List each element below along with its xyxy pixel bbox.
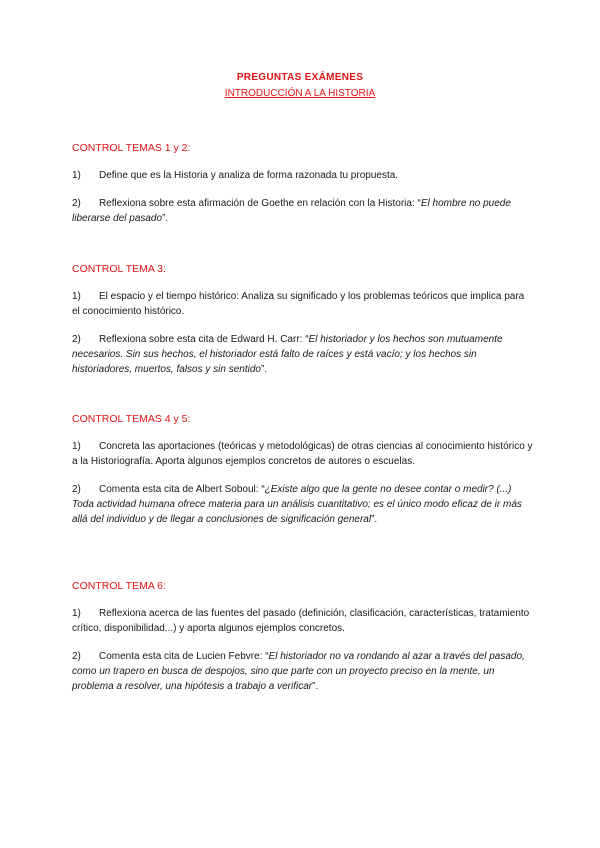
question-item [72,439,534,469]
question-number: 2) [72,484,81,495]
section-heading: CONTROL TEMA 6: [72,580,166,592]
section-control-temas-4-5 [72,413,534,540]
question-number: 1) [72,608,81,619]
section-control-tema-6 [72,580,534,707]
question-quote: ¿Existe algo que la gente no desee contar o medir? (...) Toda actividad humana ofrece materia para un análisis cuantitativo; es el único modo eficaz de ir más allá del individuo y de llegar a conclusiones de significación general [72,484,522,525]
document-subtitle: INTRODUCCIÓN A LA HISTORIA [224,88,376,99]
question-item [72,482,534,527]
question-number: 1) [72,291,81,302]
question-quote-end: ”. [371,514,378,525]
question-item [72,606,534,636]
question-number: 1) [72,170,81,181]
question-quote: El historiador no va rondando al azar a través del pasado, como un trapero en busca de despojos, sino que parte con un proyecto preciso en la mente, un problema a resolver, una hipótesis a trabajo a verificar [72,651,525,692]
question-quote: El hombre no puede liberarse del pasado [72,198,511,224]
question-text: Comenta esta cita de Albert Soboul: “ [99,484,265,495]
question-quote-end: ”. [312,681,319,692]
question-quote: El historiador y los hechos son mutuamente necesarios. Sin sus hechos, el historiador está falto de raíces y está vacío; y los hechos sin historiadores, muertos, falsos y sin sentido [72,334,503,375]
section-heading: CONTROL TEMAS 1 y 2: [72,142,191,154]
question-item [72,649,534,694]
question-text: Reflexiona sobre esta afirmación de Goethe en relación con la Historia: “ [99,198,421,209]
question-text: Define que es la Historia y analiza de forma razonada tu propuesta. [99,170,399,181]
question-number: 1) [72,441,81,452]
question-number: 2) [72,651,81,662]
question-number: 2) [72,198,81,209]
question-text: El espacio y el tiempo histórico: Analiza su significado y los problemas teóricos que implica para el conocimiento histórico. [72,291,525,317]
question-item [72,332,534,377]
question-item [72,289,534,319]
section-heading: CONTROL TEMA 3: [72,263,166,275]
question-item [72,196,534,226]
question-quote-end: ”. [260,364,268,375]
section-control-temas-1-2 [72,142,534,239]
section-heading: CONTROL TEMAS 4 y 5: [72,413,191,425]
document-title: PREGUNTAS EXÁMENES [236,72,364,83]
question-text: Comenta esta cita de Lucien Febvre: “ [99,651,269,662]
section-control-tema-3 [72,263,534,390]
question-text: Concreta las aportaciones (teóricas y metodológicas) de otras ciencias al conocimiento histórico y a la Historiografía. Aporta algunos ejemplos concretos de autores o escuelas. [72,441,533,467]
question-number: 2) [72,334,81,345]
question-item [72,168,534,183]
question-text: Reflexiona acerca de las fuentes del pasado (definición, clasificación, características, tratamiento crítico, disponibilidad...) y aporta algunos ejemplos concretos. [72,608,530,634]
question-text: Reflexiona sobre esta cita de Edward H. Carr: “ [99,334,309,345]
question-quote-end: ”. [162,213,169,224]
